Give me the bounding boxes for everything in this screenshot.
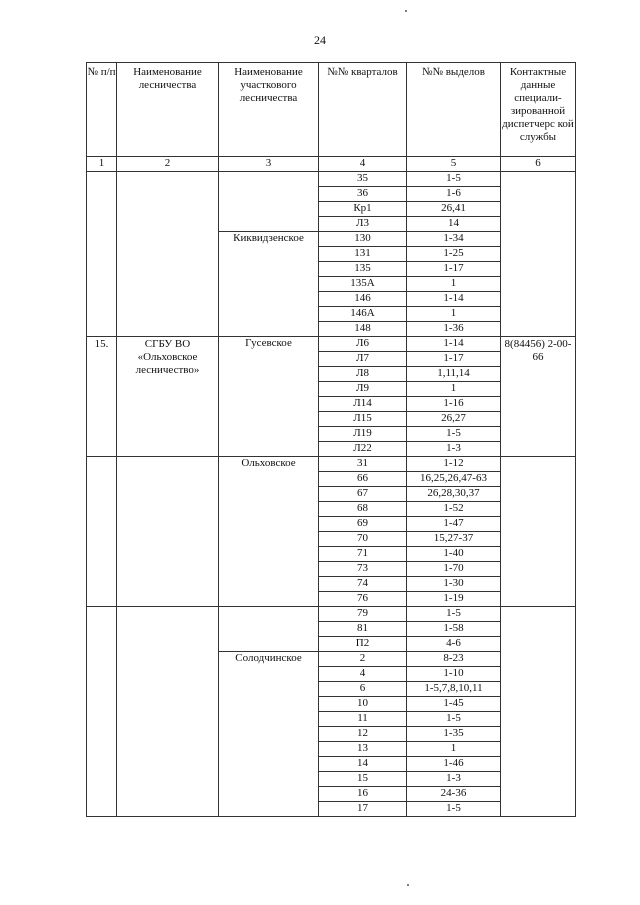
allotment-cell: 1-5 [407,802,501,817]
allotment-cell: 1-30 [407,577,501,592]
quarter-cell: 67 [319,487,407,502]
quarter-cell: Л19 [319,427,407,442]
quarter-cell: 36 [319,187,407,202]
header-row [87,63,576,157]
quarter-cell: Л22 [319,442,407,457]
header-cell: №№ кварталов [319,63,407,157]
header-cell: Контактные данные специали- зированной диспетчерс кой службы [501,63,576,157]
allotment-cell: 1-17 [407,262,501,277]
allotment-cell: 1-14 [407,292,501,307]
table-row [87,607,576,622]
quarter-cell: Л6 [319,337,407,352]
quarter-cell: 79 [319,607,407,622]
allotment-cell: 1,11,14 [407,367,501,382]
quarter-cell: Л8 [319,367,407,382]
allotment-cell: 15,27-37 [407,532,501,547]
row-number-cell: 15. [87,337,117,457]
row-number-cell [87,457,117,607]
page-number: 24 [314,33,326,47]
quarter-cell: 130 [319,232,407,247]
allotment-cell: 1 [407,742,501,757]
table-row [87,172,576,187]
allotment-cell: 1-70 [407,562,501,577]
allotment-cell: 1-5 [407,172,501,187]
district-forestry-cell: Киквидзенское [219,232,319,337]
allotment-cell: 24-36 [407,787,501,802]
allotment-cell: 14 [407,217,501,232]
allotment-cell: 1-5 [407,607,501,622]
forestry-table [86,62,576,817]
contact-cell [501,607,576,817]
district-forestry-cell: Гусевское [219,337,319,457]
quarter-cell: 15 [319,772,407,787]
forestry-name-cell [117,172,219,337]
allotment-cell: 1-16 [407,397,501,412]
quarter-cell: 6 [319,682,407,697]
allotment-cell: 26,41 [407,202,501,217]
allotment-cell: 1-36 [407,322,501,337]
allotment-cell: 1 [407,382,501,397]
header-cell: № п/п [87,63,117,157]
quarter-cell: 74 [319,577,407,592]
allotment-cell: 1-3 [407,442,501,457]
column-number: 3 [219,157,319,172]
quarter-cell: Л7 [319,352,407,367]
allotment-cell: 1-52 [407,502,501,517]
allotment-cell: 1-5 [407,712,501,727]
quarter-cell: П2 [319,637,407,652]
header-cell: Наименование участкового лесничества [219,63,319,157]
district-forestry-cell [219,607,319,652]
column-number: 6 [501,157,576,172]
forestry-name-cell [117,457,219,607]
allotment-cell: 1-5 [407,427,501,442]
quarter-cell: Л15 [319,412,407,427]
quarter-cell: 4 [319,667,407,682]
allotment-cell: 1-40 [407,547,501,562]
allotment-cell: 1-6 [407,187,501,202]
allotment-cell: 26,27 [407,412,501,427]
quarter-cell: Л9 [319,382,407,397]
allotment-cell: 1-47 [407,517,501,532]
column-number: 2 [117,157,219,172]
allotment-cell: 1 [407,307,501,322]
row-number-cell [87,607,117,817]
quarter-cell: 76 [319,592,407,607]
allotment-cell: 1-25 [407,247,501,262]
quarter-cell: 17 [319,802,407,817]
contact-cell: 8(84456) 2-00-66 [501,337,576,457]
column-number-row [87,157,576,172]
quarter-cell: 70 [319,532,407,547]
quarter-cell: 11 [319,712,407,727]
allotment-cell: 4-6 [407,637,501,652]
forestry-name-cell [117,607,219,817]
allotment-cell: 1-58 [407,622,501,637]
column-number: 1 [87,157,117,172]
quarter-cell: 12 [319,727,407,742]
quarter-cell: 135А [319,277,407,292]
quarter-cell: 131 [319,247,407,262]
quarter-cell: 10 [319,697,407,712]
column-number: 4 [319,157,407,172]
quarter-cell: 68 [319,502,407,517]
quarter-cell: 14 [319,757,407,772]
allotment-cell: 1-19 [407,592,501,607]
scan-speck [407,884,409,886]
quarter-cell: 71 [319,547,407,562]
table-row [87,337,576,352]
allotment-cell: 1-12 [407,457,501,472]
table-body [87,172,576,817]
scan-speck [405,10,407,12]
quarter-cell: 135 [319,262,407,277]
quarter-cell: 35 [319,172,407,187]
quarter-cell: Кр1 [319,202,407,217]
quarter-cell: 31 [319,457,407,472]
quarter-cell: 73 [319,562,407,577]
header-cell: №№ выделов [407,63,501,157]
allotment-cell: 1-45 [407,697,501,712]
quarter-cell: 66 [319,472,407,487]
allotment-cell: 1-5,7,8,10,11 [407,682,501,697]
contact-cell [501,457,576,607]
allotment-cell: 1-46 [407,757,501,772]
quarter-cell: Л14 [319,397,407,412]
quarter-cell: 148 [319,322,407,337]
allotment-cell: 1 [407,277,501,292]
quarter-cell: 13 [319,742,407,757]
allotment-cell: 8-23 [407,652,501,667]
contact-cell [501,172,576,337]
quarter-cell: 81 [319,622,407,637]
allotment-cell: 1-35 [407,727,501,742]
allotment-cell: 26,28,30,37 [407,487,501,502]
allotment-cell: 1-14 [407,337,501,352]
district-forestry-cell: Солодчинское [219,652,319,817]
allotment-cell: 1-17 [407,352,501,367]
district-forestry-cell [219,172,319,232]
allotment-cell: 1-3 [407,772,501,787]
column-number: 5 [407,157,501,172]
quarter-cell: 16 [319,787,407,802]
forestry-name-cell: СГБУ ВО «Ольховское лесничество» [117,337,219,457]
allotment-cell: 16,25,26,47-63 [407,472,501,487]
quarter-cell: 146 [319,292,407,307]
quarter-cell: 2 [319,652,407,667]
quarter-cell: Л3 [319,217,407,232]
quarter-cell: 146А [319,307,407,322]
allotment-cell: 1-34 [407,232,501,247]
quarter-cell: 69 [319,517,407,532]
district-forestry-cell: Ольховское [219,457,319,607]
allotment-cell: 1-10 [407,667,501,682]
table-row [87,457,576,472]
row-number-cell [87,172,117,337]
header-cell: Наименование лесничества [117,63,219,157]
